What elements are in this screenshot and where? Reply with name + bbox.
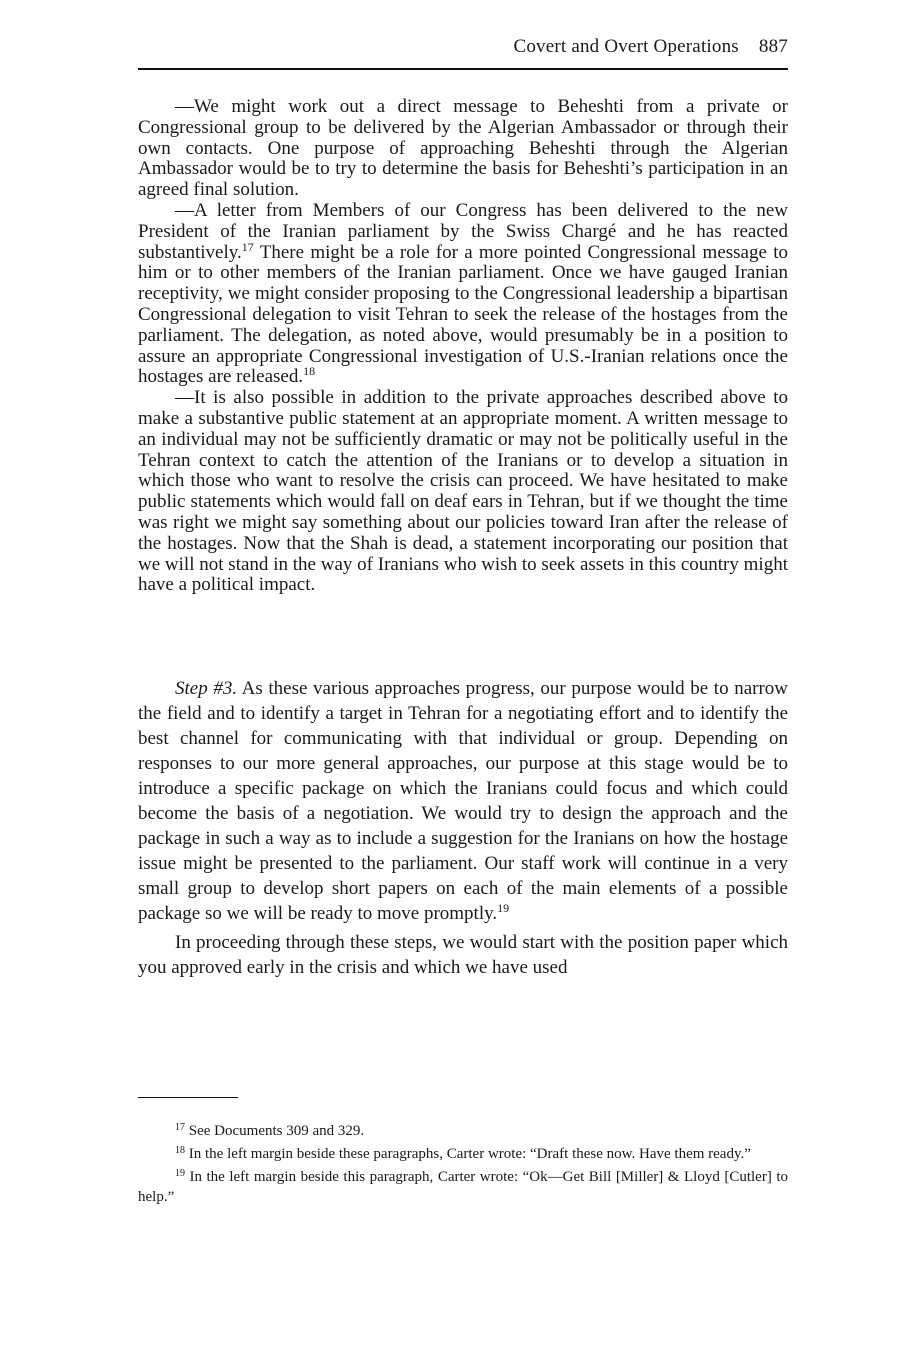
- page-number: 887: [758, 36, 788, 57]
- paragraph-proceeding: In proceeding through these steps, we would start with the position paper which you approved early in the crisis and which we have used: [138, 932, 788, 978]
- step-label: Step #3.: [175, 678, 238, 699]
- paragraph-text: —A letter from Members of our Congress has been delivered to the new President of the Iranian parliament by the Swiss Chargé and he has reacted substantively.: [138, 199, 788, 263]
- footnote: [138, 1121, 788, 1141]
- paragraph-text: As these various approaches progress, our purpose would be to narrow the field and to identify a target in Tehran for a negotiating effort and to identify the best channel for communicating with that individual or group. Depending on responses to our more general approaches, our purpose at this stage would be to introduce a specific package on which the Iranians could focus and which could become the basis of a negotiation. We would try to design the approach and the package in such a way as to include a suggestion for the Iranians on how the hostage issue might be presented to the parliament. Our staff work will continue in a very small group to develop short papers on each of the main elements of a possible package so we will be ready to move promptly.: [138, 678, 789, 924]
- proposal-list: [138, 97, 788, 596]
- running-title: Covert and Overt Operations: [513, 36, 739, 57]
- footnote-number: 19: [175, 1168, 185, 1179]
- paragraph-step-3: [138, 676, 788, 926]
- footnote-text: See Documents 309 and 329.: [185, 1123, 365, 1139]
- paragraph-beheshti-message: —We might work out a direct message to Beheshti from a private or Congressional group to be delivered by the Algerian Ambassador or through their own contacts. One purpose of approaching Beheshti through the Algerian Ambassador would be to try to determine the basis for Beheshti’s participation in an agreed final solution.: [138, 96, 788, 201]
- footnote-separator: [138, 1097, 238, 1098]
- body-text: [138, 676, 788, 980]
- footnote-ref-19: 19: [497, 901, 510, 915]
- paragraph-public-statement: —It is also possible in addition to the private approaches described above to make a substantive public statement at an appropriate moment. A written message to an individual may not be sufficiently dramatic or may not be politically useful in the Tehran context to catch the attention of the Iranians or to develop a situation in which those who want to resolve the crisis can proceed. We have hesitated to make public statements which would fall on deaf ears in Tehran, but if we thought the time was right we might say something about our policies toward Iran after the release of the hostages. Now that the Shah is dead, a statement incorporating our position that we will not stand in the way of Iranians who wish to seek assets in this country might have a political impact.: [138, 387, 788, 596]
- paragraph-congress-letter: [138, 201, 788, 388]
- header-rule: [138, 68, 788, 70]
- footnote: [138, 1167, 788, 1207]
- footnote-text: In the left margin beside these paragraphs, Carter wrote: “Draft these now. Have them ready.”: [185, 1146, 751, 1162]
- footnote-number: 17: [175, 1122, 185, 1133]
- running-header: [513, 36, 788, 58]
- paragraph-text: There might be a role for a more pointed Congressional message to him or to other members of the Iranian parliament. Once we have gauged Iranian receptivity, we might consider proposing to the Congressional leadership a bipartisan Congressional delegation to visit Tehran to seek the release of the hostages from the parliament. The delegation, as noted above, would presumably be in a position to assure an appropriate Congressional investigation of U.S.-Iranian relations once the hostages are released.: [138, 241, 788, 388]
- footnotes: [138, 1121, 788, 1207]
- footnote-text: In the left margin beside this paragraph, Carter wrote: “Ok—Get Bill [Miller] & Lloyd [Cutler] to help.”: [138, 1169, 788, 1205]
- footnote-ref-17: 17: [241, 239, 254, 254]
- footnote-ref-18: 18: [303, 364, 316, 379]
- footnote-number: 18: [175, 1145, 185, 1156]
- footnote: [138, 1144, 788, 1164]
